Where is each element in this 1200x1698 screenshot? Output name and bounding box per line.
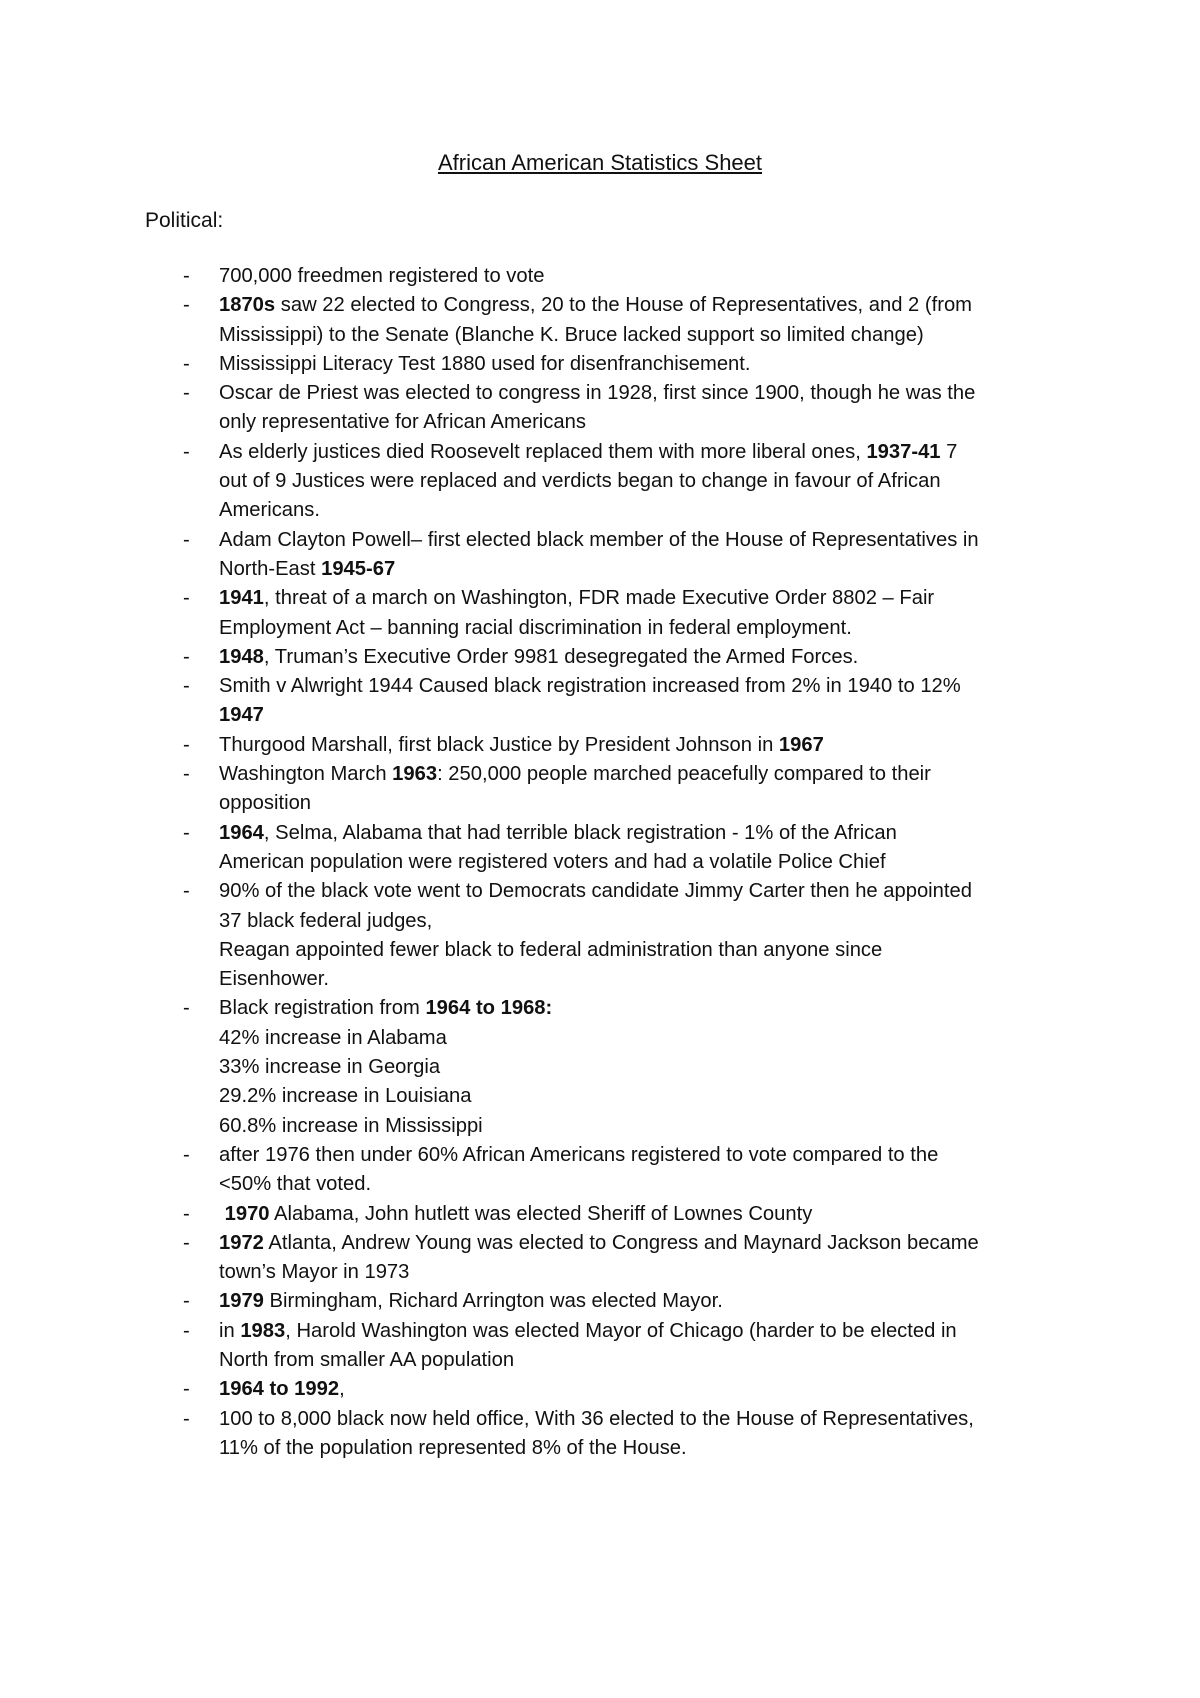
text-segment: As elderly justices died Roosevelt replaced them with more liberal ones, xyxy=(219,440,867,463)
list-item-line xyxy=(219,907,1083,936)
list-item-line xyxy=(219,1200,1083,1229)
list-item xyxy=(183,350,1083,379)
list-item-line xyxy=(219,819,1083,848)
list-item xyxy=(183,877,1083,994)
bullet-dash: - xyxy=(183,821,190,844)
list-item-line xyxy=(219,1024,1083,1053)
list-item-line xyxy=(219,1346,1083,1375)
list-item-line xyxy=(219,1112,1083,1141)
list-item-line xyxy=(219,1141,1083,1170)
text-segment: North-East xyxy=(219,557,322,580)
list-item-line xyxy=(219,555,1083,584)
text-segment: , threat of a march on Washington, FDR made Executive Order 8802 – Fair xyxy=(263,587,935,610)
section-heading-political: Political: xyxy=(145,209,224,232)
list-item xyxy=(183,1141,1083,1200)
bullet-dash: - xyxy=(183,294,190,317)
list-item xyxy=(183,672,1083,731)
list-item xyxy=(183,1287,1083,1316)
text-segment: out of 9 Justices were replaced and verdicts began to change in favour of African xyxy=(219,470,941,493)
list-item-line xyxy=(219,731,1083,760)
list-item xyxy=(183,584,1083,643)
bullet-dash: - xyxy=(183,733,190,756)
bullet-dash: - xyxy=(183,997,190,1020)
text-segment: after 1976 then under 60% African Americans registered to vote compared to the xyxy=(219,1143,939,1166)
text-segment: , xyxy=(339,1378,345,1401)
bullet-dash: - xyxy=(183,265,190,287)
document-title: African American Statistics Sheet xyxy=(437,150,763,175)
bullet-dash: - xyxy=(183,382,190,405)
list-item xyxy=(183,1317,1083,1376)
list-item-line xyxy=(219,701,1083,730)
list-item-line xyxy=(219,526,1083,555)
bold-text: 1937-41 xyxy=(866,440,941,463)
bold-text: 1967 xyxy=(778,733,824,756)
list-item-line xyxy=(219,1434,1083,1463)
bold-text: 1963 xyxy=(392,763,438,786)
text-segment: : 250,000 people marched peacefully compared to their xyxy=(437,763,931,786)
list-item xyxy=(183,379,1083,438)
bullet-dash: - xyxy=(183,675,190,698)
text-segment: Oscar de Priest was elected to congress in 1928, first since 1900, though he was the xyxy=(219,382,976,405)
list-item-line xyxy=(219,1258,1083,1287)
list-item-line xyxy=(219,672,1083,701)
text-segment: Americans. xyxy=(219,499,320,522)
list-item-line xyxy=(219,760,1083,789)
text-segment: Alabama, John hutlett was elected Sheriff of Lownes County xyxy=(269,1202,813,1225)
bold-text: 1972 xyxy=(219,1231,264,1254)
list-item-line xyxy=(219,965,1083,994)
bullet-dash: - xyxy=(183,1231,190,1254)
bullet-dash: - xyxy=(183,587,190,610)
list-item-line xyxy=(219,994,1083,1023)
text-segment: , Truman’s Executive Order 9981 desegregated the Armed Forces. xyxy=(263,645,859,668)
text-segment: Adam Clayton Powell– first elected black member of the House of Representatives in xyxy=(219,528,979,551)
bullet-dash: - xyxy=(183,440,190,463)
bold-text: 1983 xyxy=(240,1319,286,1342)
list-item-line xyxy=(219,408,1083,437)
list-item-line xyxy=(219,262,1083,291)
text-segment: Smith v Alwright 1944 Caused black registration increased from 2% in 1940 to 12% xyxy=(219,675,961,698)
text-segment: in xyxy=(219,1319,241,1342)
bullet-dash: - xyxy=(183,645,190,668)
list-item-line xyxy=(219,936,1083,965)
list-item-line xyxy=(219,789,1083,818)
list-item-line xyxy=(219,321,1083,350)
text-segment: American population were registered voters and had a volatile Police Chief xyxy=(219,850,886,873)
text-segment: Thurgood Marshall, first black Justice by President Johnson in xyxy=(219,733,779,756)
text-segment: Mississippi) to the Senate (Blanche K. Bruce lacked support so limited change) xyxy=(219,323,924,346)
list-item xyxy=(183,291,1083,350)
text-segment: Birmingham, Richard Arrington was elected Mayor. xyxy=(263,1290,723,1313)
list-item-line xyxy=(219,379,1083,408)
text-segment: North from smaller AA population xyxy=(219,1348,515,1371)
text-segment: only representative for African Americans xyxy=(219,411,586,434)
bold-text: 1964 xyxy=(219,821,264,844)
list-item-line xyxy=(219,1229,1083,1258)
bold-text: 1945-67 xyxy=(321,557,396,580)
text-segment: <50% that voted. xyxy=(219,1173,372,1196)
text-segment: 700,000 freedmen registered to vote xyxy=(219,265,545,287)
list-item-line xyxy=(219,1375,1083,1404)
text-segment: 7 xyxy=(940,440,958,463)
text-segment: Mississippi Literacy Test 1880 used for disenfranchisement. xyxy=(219,352,751,375)
text-segment: 60.8% increase in Mississippi xyxy=(219,1114,483,1137)
list-item xyxy=(183,1375,1083,1404)
text-segment: , Harold Washington was elected Mayor of Chicago (harder to be elected in xyxy=(285,1319,957,1342)
text-segment: Atlanta, Andrew Young was elected to Congress and Maynard Jackson became xyxy=(263,1231,979,1254)
bullet-dash: - xyxy=(183,1378,190,1401)
text-segment: 90% of the black vote went to Democrats candidate Jimmy Carter then he appointed xyxy=(219,880,972,903)
list-item-line xyxy=(219,467,1083,496)
political-statistics-list xyxy=(183,262,1083,1463)
list-item xyxy=(183,731,1083,760)
bullet-dash: - xyxy=(183,528,190,551)
text-segment: 33% increase in Georgia xyxy=(219,1056,441,1079)
bullet-dash: - xyxy=(183,763,190,786)
text-segment: saw 22 elected to Congress, 20 to the House of Representatives, and 2 (from xyxy=(275,294,972,317)
list-item xyxy=(183,994,1083,1140)
list-item xyxy=(183,1229,1083,1288)
list-item xyxy=(183,438,1083,526)
text-segment: , Selma, Alabama that had terrible black registration - 1% of the African xyxy=(263,821,897,844)
bold-text: 1947 xyxy=(219,704,264,727)
list-item xyxy=(183,760,1083,819)
bold-text: 1941 xyxy=(219,587,264,610)
list-item-line xyxy=(219,1405,1083,1434)
text-segment: Reagan appointed fewer black to federal administration than anyone since xyxy=(219,938,883,961)
text-segment: Eisenhower. xyxy=(219,968,329,991)
text-segment: 37 black federal judges, xyxy=(219,909,433,932)
text-segment: town’s Mayor in 1973 xyxy=(219,1261,410,1284)
list-item-line xyxy=(219,291,1083,320)
list-item-line xyxy=(219,1317,1083,1346)
list-item xyxy=(183,819,1083,878)
text-segment: 100 to 8,000 black now held office, With 36 elected to the House of Representatives, xyxy=(219,1407,974,1430)
list-item-line xyxy=(219,438,1083,467)
bold-text: 1870s xyxy=(219,294,276,317)
bullet-dash: - xyxy=(183,1319,190,1342)
list-item xyxy=(183,526,1083,585)
text-segment: 11% of the population represented 8% of the House. xyxy=(219,1436,687,1459)
bullet-dash: - xyxy=(183,1143,190,1166)
list-item-line xyxy=(219,350,1083,379)
list-item-line xyxy=(219,848,1083,877)
list-item-line xyxy=(219,584,1083,613)
bold-text: 1964 to 1992 xyxy=(219,1378,340,1401)
bold-text: 1964 to 1968: xyxy=(425,997,553,1020)
list-item xyxy=(183,1405,1083,1464)
bold-text: 1970 xyxy=(224,1202,270,1225)
text-segment: 29.2% increase in Louisiana xyxy=(219,1085,472,1108)
text-segment: Black registration from xyxy=(219,997,426,1020)
list-item-line xyxy=(219,1170,1083,1199)
bullet-dash: - xyxy=(183,1407,190,1430)
list-item-line xyxy=(219,1287,1083,1316)
list-item-line xyxy=(219,643,1083,672)
bullet-dash: - xyxy=(183,1290,190,1313)
list-item-line xyxy=(219,877,1083,906)
bold-text: 1948 xyxy=(219,645,264,668)
bullet-dash: - xyxy=(183,880,190,903)
list-item-line xyxy=(219,1082,1083,1111)
bullet-dash: - xyxy=(183,352,190,375)
bullet-dash: - xyxy=(183,1202,190,1225)
text-segment: Washington March xyxy=(219,763,393,786)
list-item-line xyxy=(219,614,1083,643)
list-item xyxy=(183,262,1083,291)
text-segment: opposition xyxy=(219,792,312,815)
bold-text: 1979 xyxy=(219,1290,264,1313)
list-item-line xyxy=(219,496,1083,525)
text-segment: 42% increase in Alabama xyxy=(219,1026,447,1049)
list-item xyxy=(183,643,1083,672)
text-segment: Employment Act – banning racial discrimination in federal employment. xyxy=(219,616,852,639)
list-item-line xyxy=(219,1053,1083,1082)
list-item xyxy=(183,1200,1083,1229)
